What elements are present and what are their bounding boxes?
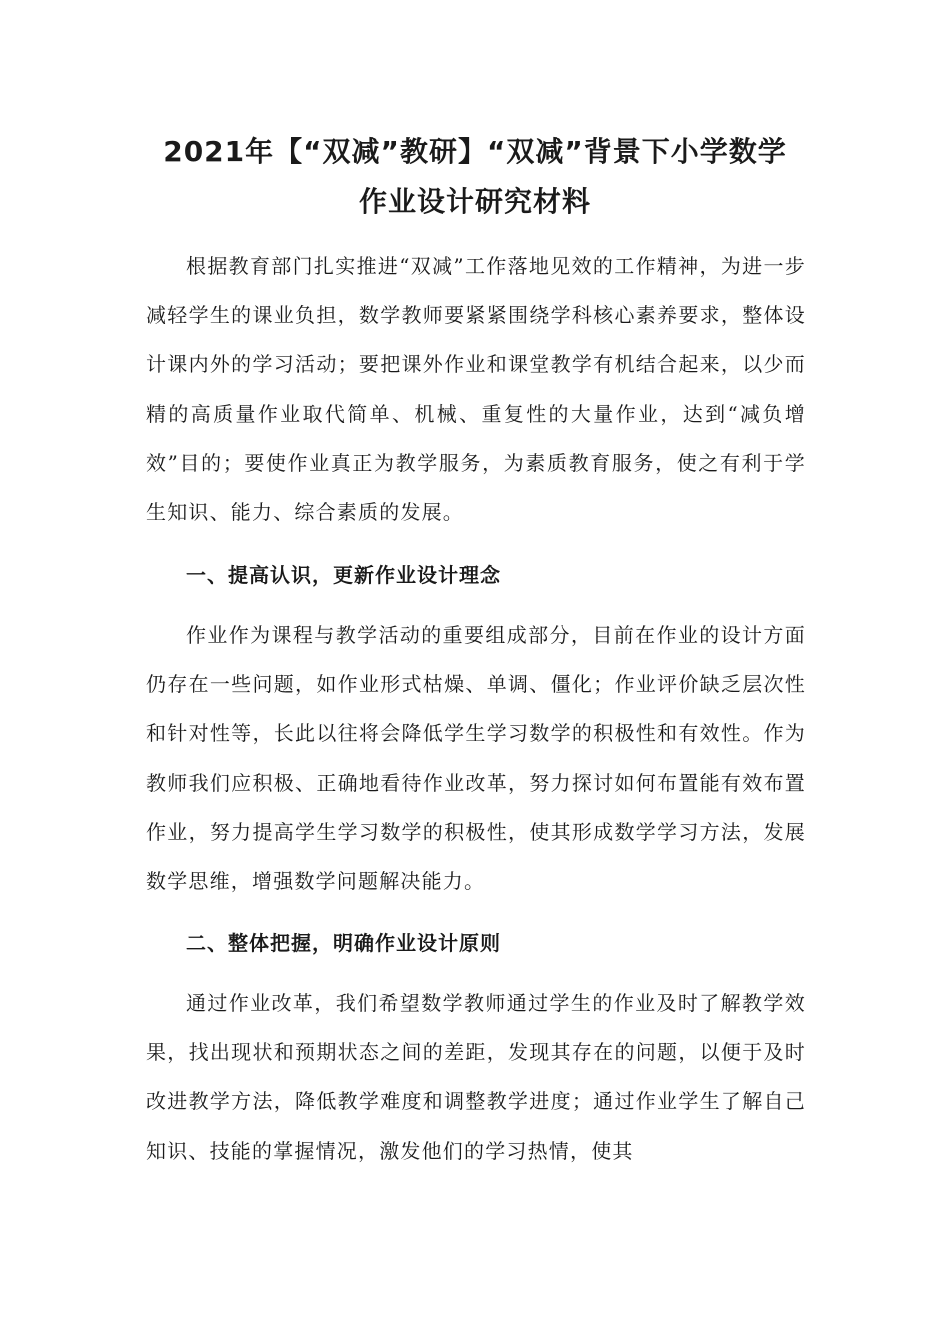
section-2-heading: 二、整体把握，明确作业设计原则 [186, 931, 501, 955]
section-2-paragraph: 通过作业改革，我们希望数学教师通过学生的作业及时了解教学效果，找出现状和预期状态之间的差距，发现其存在的问题，以便于及时改进教学方法，降低教学难度和调整教学进度；通过作业学生了解自己知识、技能的掌握情况，激发他们的学习热情，使其 [146, 991, 806, 1163]
document-title-line-2: 作业设计研究材料 [358, 185, 591, 218]
intro-paragraph: 根据教育部门扎实推进“双减”工作落地见效的工作精神，为进一步减轻学生的课业负担，数学教师要紧紧围绕学科核心素养要求，整体设计课内外的学习活动；要把课外作业和课堂教学有机结合起来，以少而精的高质量作业取代简单、机械、重复性的大量作业，达到“减负增效”目的；要使作业真正为教学服务，为素质教育服务，使之有利于学生知识、能力、综合素质的发展。 [146, 254, 806, 525]
section-1-heading: 一、提高认识，更新作业设计理念 [186, 563, 501, 587]
document-title-line-1: 2021年【“双减”教研】“双减”背景下小学数学 [163, 135, 787, 168]
section-1-paragraph: 作业作为课程与教学活动的重要组成部分，目前在作业的设计方面仍存在一些问题，如作业形式枯燥、单调、僵化；作业评价缺乏层次性和针对性等，长此以往将会降低学生学习数学的积极性和有效性。作为教师我们应积极、正确地看待作业改革，努力探讨如何布置能有效布置作业，努力提高学生学习数学的积极性，使其形成数学学习方法，发展数学思维，增强数学问题解决能力。 [146, 623, 806, 894]
